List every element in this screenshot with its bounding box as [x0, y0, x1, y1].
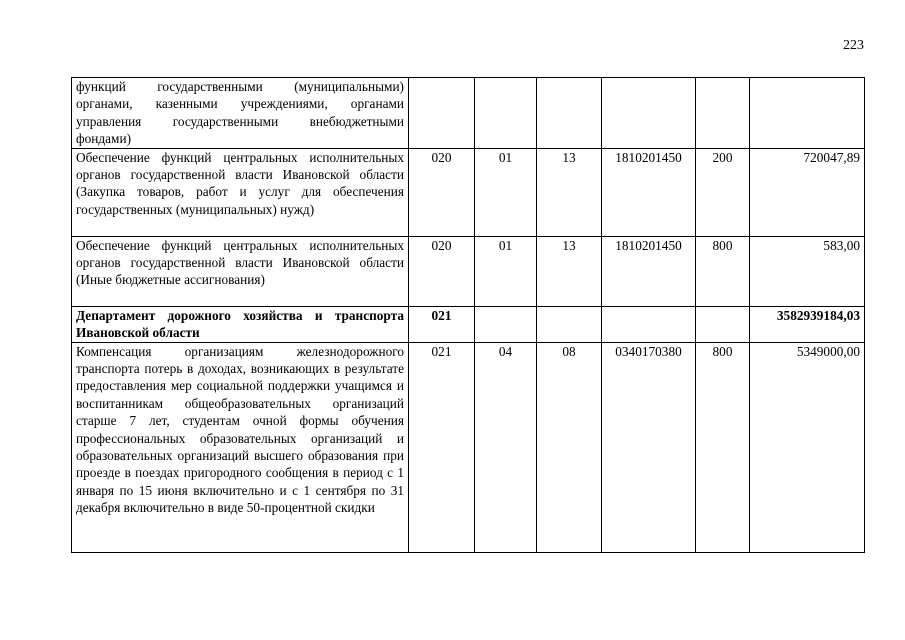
- ministry-code-cell: [409, 78, 475, 149]
- subsection-code-cell: 13: [537, 148, 602, 236]
- amount-cell: [750, 78, 865, 149]
- target-article-cell: 1810201450: [602, 236, 696, 306]
- ministry-code-cell: 020: [409, 236, 475, 306]
- target-article-cell: 1810201450: [602, 148, 696, 236]
- target-article-cell: [602, 78, 696, 149]
- expense-name-cell: Обеспечение функций центральных исполнительных органов государственной власти Ивановской области (Иные бюджетные ассигнования): [72, 236, 409, 306]
- table-row: [72, 236, 865, 306]
- page-number: 223: [843, 38, 864, 53]
- amount-cell: 583,00: [750, 236, 865, 306]
- expense-type-cell: 800: [696, 236, 750, 306]
- expense-type-cell: 200: [696, 148, 750, 236]
- expense-type-cell: 800: [696, 342, 750, 552]
- department-name-cell: Департамент дорожного хозяйства и транспорта Ивановской области: [72, 306, 409, 342]
- expense-type-cell: [696, 306, 750, 342]
- expense-name-cell: Компенсация организациям железнодорожного транспорта потерь в доходах, возникающих в результате предоставления мер социальной поддержки учащимся и воспитанникам общеобразовательных организаций старше 7 лет, студентам очной формы обучения профессиональных образовательных организаций и образовательных организаций высшего образования при проезде в поездах пригородного сообщения в период с 1 января по 15 июня включительно и с 1 сентября по 31 декабря включительно в виде 50-процентной скидки: [72, 342, 409, 552]
- section-code-cell: 01: [475, 148, 537, 236]
- expense-name-cell: Обеспечение функций центральных исполнительных органов государственной власти Ивановской области (Закупка товаров, работ и услуг для обеспечения государственных (муниципальных) нужд): [72, 148, 409, 236]
- section-code-cell: [475, 78, 537, 149]
- ministry-code-cell: 020: [409, 148, 475, 236]
- subsection-code-cell: [537, 306, 602, 342]
- section-code-cell: 01: [475, 236, 537, 306]
- table-row: [72, 148, 865, 236]
- section-code-cell: 04: [475, 342, 537, 552]
- department-total-cell: 3582939184,03: [750, 306, 865, 342]
- table-row: [72, 78, 865, 149]
- subsection-code-cell: [537, 78, 602, 149]
- section-code-cell: [475, 306, 537, 342]
- target-article-cell: 0340170380: [602, 342, 696, 552]
- expense-type-cell: [696, 78, 750, 149]
- expense-name-cell: функций государственными (муниципальными) органами, казенными учреждениями, органами управления государственными внебюджетными фондами): [72, 78, 409, 149]
- ministry-code-cell: 021: [409, 306, 475, 342]
- budget-table: [71, 77, 865, 553]
- amount-cell: 720047,89: [750, 148, 865, 236]
- department-row: [72, 306, 865, 342]
- ministry-code-cell: 021: [409, 342, 475, 552]
- subsection-code-cell: 08: [537, 342, 602, 552]
- amount-cell: 5349000,00: [750, 342, 865, 552]
- subsection-code-cell: 13: [537, 236, 602, 306]
- target-article-cell: [602, 306, 696, 342]
- table-row: [72, 342, 865, 552]
